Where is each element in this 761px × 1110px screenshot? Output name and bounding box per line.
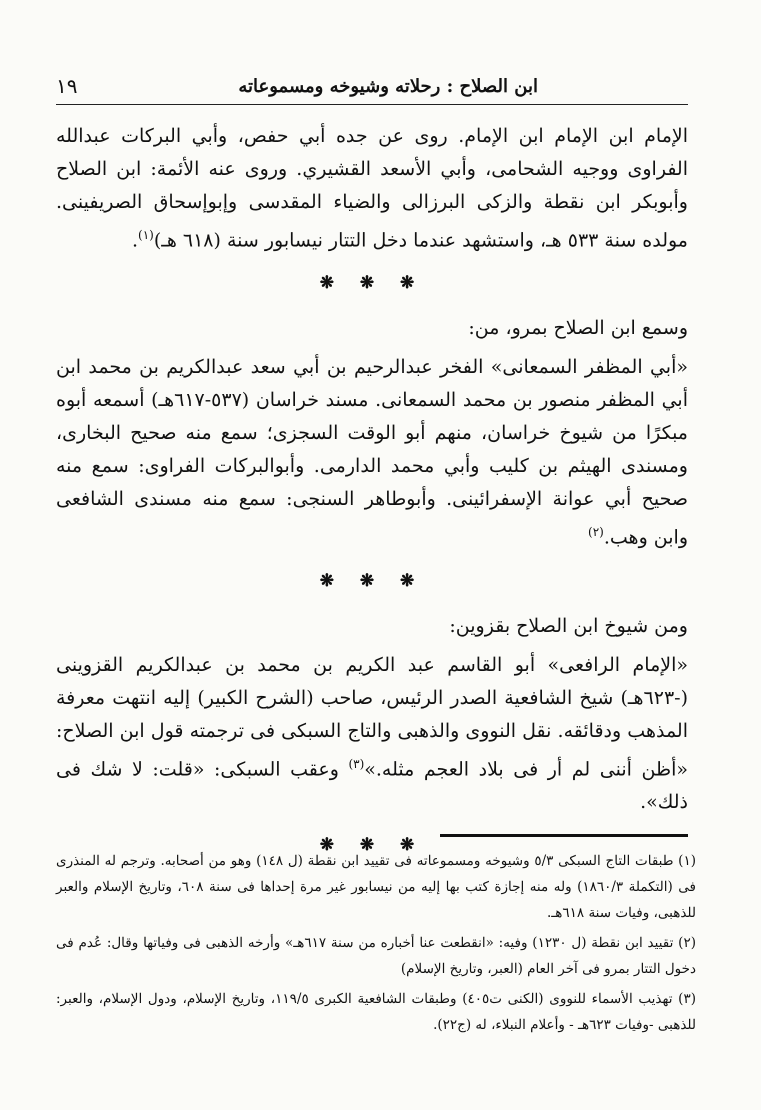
section-divider: ❋ ❋ ❋ (319, 834, 425, 855)
main-text (56, 120, 688, 855)
page-number: ١٩ (56, 74, 78, 98)
paragraph-text: الإمام ابن الإمام ابن الإمام. روى عن جده أبي حفص، وأبي البركات عبدالله الفراوى ووجيه الشحامى، وأبي الأسعد القشيري. وروى عنه الأئمة: ابن الصلاح وأبوبكر ابن نقطة والزكى البرزالى والضياء المقدسى وإبوإسحاق الصريفينى. مولده سنة ٥٣٣ هـ، واستشهد عندما دخل التتار نيسابور سنة (٦١٨ هـ) (56, 125, 688, 252)
section-heading: ومن شيوخ ابن الصلاح بقزوين: (449, 614, 688, 637)
page-header (56, 68, 688, 105)
section-divider: ❋ ❋ ❋ (319, 570, 425, 591)
footnote: (٢) تقييد ابن نقطة (ل ١٢٣٠) وفيه: «انقطعت عنا أخباره من سنة ٦١٧هـ» وأرخه الذهبى فى وفياتها وقال: عُدم فى دخول التتار بمرو فى آخر العام (العبر، وتاريخ الإسلام) (56, 935, 697, 977)
paragraph-text: «أبي المظفر السمعانى» الفخر عبدالرحيم بن أبي سعد عبدالكريم بن محمد ابن أبي المظفر منصور بن محمد السمعانى. مسند خراسان (٥٣٧-٦١٧هـ) أسمعه أبوه مبكرًا من شيوخ خراسان، منهم أبو الوقت السجزى؛ سمع منه صحيح البخارى، ومسندى الهيثم بن كليب وأبي محمد الدارمى. وأبوالبركات الفراوى: سمع منه صحيح أبي عوانة الإسفرائينى. وأبوطاهر السنجى: سمع منه مسندى الشافعى وابن وهب. (56, 356, 688, 549)
footnotes (56, 848, 696, 1088)
section-divider: ❋ ❋ ❋ (319, 273, 425, 294)
footnote-separator (440, 834, 688, 837)
running-title: ابن الصلاح : رحلاته وشيوخه ومسموعاته (238, 75, 538, 97)
paragraph: الإمام ابن الإمام ابن الإمام. روى عن جده أبي حفص، وأبي البركات عبدالله الفراوى ووجيه الشحامى، وأبي الأسعد القشيري. وروى عنه الأئمة: ابن الصلاح وأبوبكر ابن نقطة والزكى البرزالى والضياء المقدسى وإبوإسحاق الصريفينى. مولده سنة ٥٣٣ هـ، واستشهد عندما دخل التتار نيسابور سنة (٦١٨ هـ)$^{(١)}$. (56, 125, 688, 252)
section-heading: وسمع ابن الصلاح بمرو، من: (468, 317, 688, 340)
footnote-ref: (٢) (588, 525, 604, 540)
paragraph (56, 649, 688, 819)
footnote: (١) طبقات التاج السبكى ٥/٣ وشيوخه ومسموعاته فى تقييد ابن نقطة (ل ١٤٨) وهو من أصحابه. وترجم له المنذرى فى (التكملة ١٨٦٠/٣) وله منه إجازة كتب بها إليه من نيسابور غير مرة إحداها فى سنة ٦٠٨، وتاريخ الإسلام والعبر للذهبى، وفيات سنة ٦١٨هـ. (56, 853, 696, 921)
paragraph-text: «الإمام الرافعى» أبو القاسم عبد الكريم بن محمد بن عبدالكريم القزوينى (-٦٢٣هـ) شيخ الشافعية الصدر الرئيس، صاحب (الشرح الكبير) إليه انتهت معرفة المذهب ودقائقه. نقل النووى والذهبى والتاج السبكى فى ترجمته قول ابن الصلاح: «أظن أننى لم أر فى بلاد العجم مثله.» (56, 653, 688, 780)
footnote: (٣) تهذيب الأسماء للنووى (الكنى ت٤٠٥) وطبقات الشافعية الكبرى ١١٩/٥، وتاريخ الإسلام، ودول الإسلام، والعبر: للذهبى -وفيات ٦٢٣هـ - وأعلام النبلاء، له (ج٢٢). (56, 991, 696, 1033)
paragraph-text: وعقب السبكى: «قلت: لا شك فى ذلك». (56, 757, 688, 813)
footnote-ref: (١) (138, 228, 154, 242)
footnote-ref: (٣) (348, 756, 365, 771)
paragraph (56, 351, 688, 554)
